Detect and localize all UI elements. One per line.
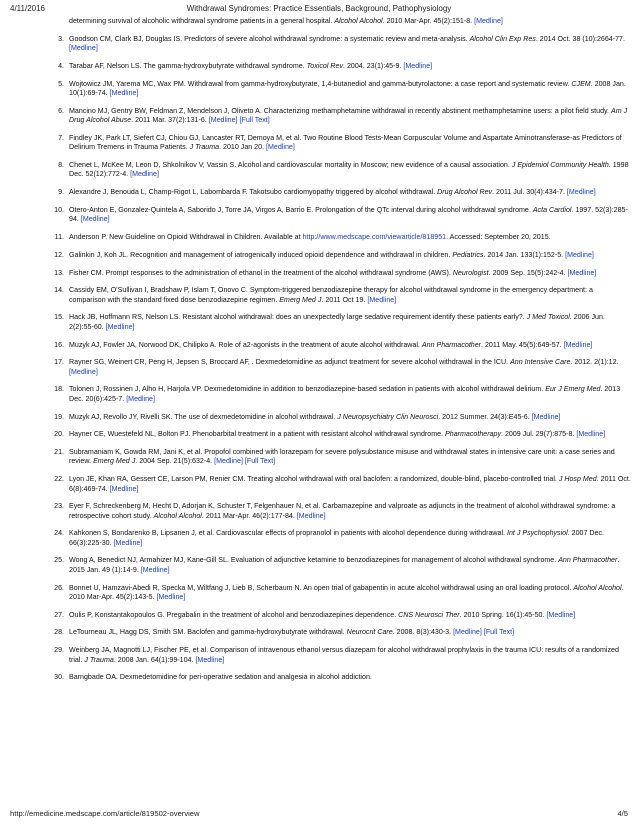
reference-item xyxy=(0,134,638,153)
reference-item xyxy=(0,80,638,99)
medline-link[interactable]: [Medline] xyxy=(566,188,596,197)
medline-link[interactable]: [Medline] xyxy=(576,430,606,439)
reference-text xyxy=(69,502,631,521)
publication-details: . 2011 Oct. 6(8):469-74. xyxy=(69,475,631,493)
medline-link[interactable]: [Medline] xyxy=(403,61,433,70)
journal-name: Acta Cardiol xyxy=(532,205,572,214)
reference-item xyxy=(0,628,638,637)
publication-details: . 2010 Spring. 16(1):45-50. xyxy=(459,610,547,619)
reference-number: 3. xyxy=(58,34,64,43)
reference-item xyxy=(0,502,638,521)
reference-citation: Cassidy EM, O'Sullivan I, Bradshaw P, Islam T, Onovo C. Symptom-triggered benzodiazepine therapy for alcohol withdrawal syndrome in the emergency department: a comparison with the standard fixed dose benzodiazepine regimen. xyxy=(69,286,593,304)
journal-name: J Med Toxicol xyxy=(526,313,570,322)
reference-citation: Fisher CM. Prompt responses to the administration of ethanol in the treatment of the alcohol withdrawal syndrome (AWS). xyxy=(69,268,453,277)
reference-citation: determining survival of alcoholic withdrawal syndrome patients in a general hospital. xyxy=(69,17,335,25)
publication-details: . 2011 Mar. 37(2):131-6. xyxy=(131,116,209,125)
reference-item xyxy=(0,673,638,682)
reference-number: 5. xyxy=(58,79,64,88)
journal-name: Emerg Med J xyxy=(93,457,136,466)
page-title: Withdrawal Syndromes: Practice Essentials, Background, Pathophysiology xyxy=(186,4,452,13)
reference-text xyxy=(69,35,631,54)
journal-name: Alcohol Clin Exp Res xyxy=(469,34,536,43)
reference-text xyxy=(69,107,631,126)
reference-text xyxy=(69,646,631,665)
reference-text xyxy=(69,341,631,350)
reference-citation: Hack JB, Hoffmann RS, Nelson LS. Resistant alcohol withdrawal: does an unexpectedly large sedative requirement identify these patients early?. xyxy=(69,313,527,322)
reference-number: 13. xyxy=(54,268,64,277)
full-text-link[interactable]: [Full Text] xyxy=(483,628,515,637)
journal-name: Ann Pharmacother xyxy=(558,556,618,565)
reference-number: 10. xyxy=(54,205,64,214)
publication-details: . 2014 Jan. 133(1):152-5. xyxy=(483,250,566,259)
reference-number: 17. xyxy=(54,358,64,367)
reference-citation: Bonnet U, Hamzavi-Abedi R, Specka M, Wiltfang J, Lieb B, Scherbaum N. An open trial of gabapentin in acute alcohol withdrawal using an oral loading protocol. xyxy=(69,583,574,592)
journal-name: Alcohol Alcohol xyxy=(153,511,202,520)
reference-citation: Rayner SG, Weinert CR, Peng H, Jepsen S, Broccard AF, . Dexmedetomidine as adjunct treatment for severe alcohol withdrawal in the ICU. xyxy=(69,358,511,367)
reference-number: 21. xyxy=(54,448,64,457)
reference-text xyxy=(69,584,631,603)
reference-text xyxy=(69,628,631,637)
reference-citation: Barngbade OA. Dexmedetomidine for peri-operative sedation and analgesia in alcohol addiction. xyxy=(69,673,372,682)
reference-citation: Muzyk AJ, Revollo JY, Rivelli SK. The use of dexmedetomidine in alcohol withdrawal. xyxy=(69,412,338,421)
reference-item xyxy=(0,161,638,180)
journal-name: J Epidemiol Community Health xyxy=(511,160,609,169)
reference-number: 29. xyxy=(54,646,64,655)
reference-text xyxy=(69,529,631,548)
reference-url-link[interactable]: http://www.medscape.com/viewarticle/818951 xyxy=(302,232,447,241)
reference-text xyxy=(69,556,631,575)
reference-text xyxy=(69,611,631,620)
reference-item xyxy=(0,584,638,603)
reference-item xyxy=(0,286,638,305)
publication-details: . 2011 Jul. 30(4):434-7. xyxy=(492,188,567,197)
reference-number: 12. xyxy=(54,250,64,259)
reference-item xyxy=(0,206,638,225)
medline-link[interactable]: [Medline] xyxy=(69,367,98,376)
medline-link[interactable]: [Medline] xyxy=(296,511,326,520)
reference-citation: Muzyk AJ, Fowler JA, Norwood DK, Chilipko A. Role of a2-agonists in the treatment of acute alcohol withdrawal. xyxy=(69,340,422,349)
reference-item xyxy=(0,413,638,422)
publication-details: . 2015 Jan. 49 (1):14-9. xyxy=(69,556,620,574)
reference-number: 23. xyxy=(54,502,64,511)
full-text-link[interactable]: [Full Text] xyxy=(244,457,276,466)
journal-name: Drug Alcohol Rev xyxy=(437,188,493,197)
medline-link[interactable]: [Medline] xyxy=(531,412,561,421)
publication-details: . 2012 Summer. 24(3):E45-6. xyxy=(438,412,532,421)
publication-details: . 1997. 52(3):285-94. xyxy=(69,205,628,224)
journal-name: Pediatrics xyxy=(452,250,484,259)
reference-citation: Kahkonen S, Bondarenko B, Lipsanen J, et al. Cardiovascular effects of propranolol in patients with alcohol dependence during withdrawal. xyxy=(69,529,507,538)
medline-link[interactable]: [Medline] xyxy=(453,628,482,637)
reference-text xyxy=(69,673,631,682)
journal-name: Pharmacotherapy xyxy=(445,430,502,439)
reference-number: 7. xyxy=(58,133,64,142)
reference-citation: Oulis P, Konstantakopoulos G. Pregabalin in the treatment of alcohol and benzodiazepines dependence. xyxy=(69,610,399,619)
reference-number: 26. xyxy=(54,583,64,592)
reference-text xyxy=(69,62,631,71)
reference-text xyxy=(69,475,631,494)
reference-item xyxy=(0,611,638,620)
reference-item xyxy=(0,269,638,278)
reference-item xyxy=(0,313,638,332)
reference-text xyxy=(69,206,631,225)
reference-text xyxy=(69,413,631,422)
publication-details: . 2009 Sep. 15(5):242-4. xyxy=(488,268,568,277)
medline-link[interactable]: [Medline] xyxy=(195,655,225,664)
reference-number: 4. xyxy=(58,61,64,70)
reference-item xyxy=(0,475,638,494)
journal-name: Alcohol Alcohol xyxy=(334,17,383,25)
reference-item xyxy=(0,17,638,26)
reference-tail: . Accessed: September 20, 2015. xyxy=(446,232,551,241)
full-text-link[interactable]: [Full Text] xyxy=(239,116,270,125)
reference-number: 28. xyxy=(54,628,64,637)
medline-link[interactable]: [Medline] xyxy=(474,17,503,25)
reference-number: 11. xyxy=(54,232,64,241)
publication-details: . 2007 Dec. 66(3):225-30. xyxy=(69,529,604,547)
reference-text xyxy=(69,188,631,197)
reference-citation: Anderson P. New Guideline on Opioid Withdrawal in Children. Available at xyxy=(69,232,303,241)
journal-name: J Hosp Med xyxy=(558,475,597,484)
reference-citation: LeTourneau JL, Hagg DS, Smith SM. Baclofen and gamma-hydroxybutyrate withdrawal. xyxy=(69,628,347,637)
reference-item xyxy=(0,341,638,350)
reference-text xyxy=(69,385,631,404)
medline-link[interactable]: [Medline] xyxy=(266,143,295,152)
reference-number: 8. xyxy=(58,160,64,169)
journal-name: Int J Psychophysiol xyxy=(506,529,568,538)
publication-details: . 1998 Dec. 52(12):772-4. xyxy=(69,160,629,179)
reference-citation: Chenet L, McKee M, Leon D, Shkolnikov V, Vassin S. Alcohol and cardiovascular mortality in Moscow; new evidence of a causal association. xyxy=(69,160,512,169)
medline-link[interactable]: [Medline] xyxy=(567,268,597,277)
publication-details: . 2011 Oct 19. xyxy=(321,295,368,304)
reference-number: 16. xyxy=(54,340,64,349)
page-header xyxy=(0,3,638,15)
medline-link[interactable]: [Medline] xyxy=(214,457,243,466)
reference-item xyxy=(0,385,638,404)
reference-citation: Goodson CM, Clark BJ, Douglas IS. Predictors of severe alcohol withdrawal syndrome: a systematic review and meta-analysis. xyxy=(69,34,470,43)
medline-link[interactable]: [Medline] xyxy=(367,295,397,304)
reference-citation: Wojtowicz JM, Yarema MC, Wax PM. Withdrawal from gamma-hydroxybutyrate, 1,4-butanediol and gamma-butyrolactone: a case report and systematic review. xyxy=(69,79,572,88)
reference-item xyxy=(0,107,638,126)
reference-number: 19. xyxy=(54,412,64,421)
medline-link[interactable]: [Medline] xyxy=(546,610,576,619)
reference-citation: Tolonen J, Rossinen J, Alho H, Harjola VP. Dexmedetomidine in addition to benzodiazepine-based sedation in patients with alcohol withdrawal delirium. xyxy=(69,385,546,394)
reference-number: 6. xyxy=(58,106,64,115)
print-date: 4/11/2016 xyxy=(10,4,45,13)
medline-link[interactable]: [Medline] xyxy=(140,565,170,574)
reference-citation: Otero-Anton E, Gonzalez-Quintela A, Saborido J, Torre JA, Virgos A, Barrio E. Prolongation of the QTc interval during alcohol withdrawal syndrome. xyxy=(69,205,533,214)
reference-citation: Wong A, Benedict NJ, Armahizer MJ, Kane-Gill SL. Evaluation of adjunctive ketamine to benzodiazepines for management of alcohol withdrawal syndrome. xyxy=(69,556,559,565)
journal-name: CNS Neurosci Ther xyxy=(398,610,460,619)
page-number: 4/5 xyxy=(617,809,628,818)
reference-item xyxy=(0,233,638,242)
reference-item xyxy=(0,556,638,575)
journal-name: Neurologist xyxy=(452,268,489,277)
reference-text xyxy=(69,358,631,377)
medline-link[interactable]: [Medline] xyxy=(130,170,159,179)
medline-link[interactable]: [Medline] xyxy=(105,322,135,331)
reference-list xyxy=(0,17,638,691)
journal-name: Ann Intensive Care xyxy=(510,358,571,367)
publication-details: . 2011 May. 45(5):649-57. xyxy=(481,340,564,349)
reference-item xyxy=(0,251,638,260)
journal-name: Ann Pharmacother xyxy=(421,340,482,349)
reference-number: 24. xyxy=(54,529,64,538)
medline-link[interactable]: [Medline] xyxy=(109,88,139,97)
reference-number: 15. xyxy=(54,313,64,322)
reference-number: 9. xyxy=(58,188,64,197)
reference-citation: Findley JK, Park LT, Siefert CJ, Chiou GJ, Lancaster RT, Demoya M, et al. Two Routine Blood Tests-Mean Corpuscular Volume and Aspartate Aminotransferase-as Predictors of Delirium Tremens in Trauma Patients. xyxy=(69,133,622,152)
reference-citation: Galinkin J, Koh JL. Recognition and management of iatrogenically induced opioid dependence and withdrawal in children. xyxy=(69,250,453,259)
reference-number: 30. xyxy=(54,673,64,682)
reference-item xyxy=(0,448,638,467)
medline-link[interactable]: [Medline] xyxy=(109,484,139,493)
medline-link[interactable]: [Medline] xyxy=(126,394,155,403)
journal-name: Toxicol Rev xyxy=(306,61,344,70)
reference-number: 14. xyxy=(54,286,64,295)
journal-name: Emerg Med J xyxy=(279,295,322,304)
reference-number: 20. xyxy=(54,430,64,439)
reference-number: 18. xyxy=(54,385,64,394)
publication-details: . 2010 Mar-Apr. 45(2):151-8. xyxy=(382,17,475,25)
medline-link[interactable]: [Medline] xyxy=(208,116,238,125)
publication-details: . 2008 Jan. 64(1):99-104. xyxy=(113,655,196,664)
reference-text xyxy=(69,430,631,439)
reference-text xyxy=(69,448,631,467)
reference-item xyxy=(0,529,638,548)
reference-text xyxy=(69,233,631,242)
reference-text xyxy=(69,134,631,153)
reference-item xyxy=(0,430,638,439)
reference-text xyxy=(69,161,631,180)
medline-link[interactable]: [Medline] xyxy=(565,250,594,259)
reference-citation: Hayner CE, Wuestefeld NL, Bolton PJ. Phenobarbital treatment in a patient with resistant alcohol withdrawal syndrome. xyxy=(69,430,446,439)
reference-text xyxy=(69,17,631,26)
reference-citation: Subramaniam K, Gowda RM, Jani K, et al. Propofol combined with lorazepam for severe polysubstance misuse and withdrawal states in intensive care unit: a case series and review. xyxy=(69,448,615,466)
publication-details: . 2012. 2(1):12. xyxy=(570,358,619,367)
reference-number: 25. xyxy=(54,556,64,565)
publication-details: . 2014 Oct. 38 (10):2664-77. xyxy=(535,34,625,43)
reference-citation: Mancino MJ, Gentry BW, Feldman Z, Mendelson J, Oliveto A. Characterizing methamphetamine withdrawal in recently abstinent methamphetamine users: a pilot field study. xyxy=(69,106,611,115)
page-footer xyxy=(0,808,638,820)
reference-text xyxy=(69,269,631,278)
medline-link[interactable]: [Medline] xyxy=(113,538,143,547)
journal-name: Alcohol Alcohol xyxy=(573,583,622,592)
reference-text xyxy=(69,286,631,305)
footer-url: http://emedicine.medscape.com/article/819502-overview xyxy=(10,809,200,818)
publication-details: . 2004. 23(1):45-9. xyxy=(343,61,404,70)
journal-name: CJEM xyxy=(571,79,591,88)
reference-citation: Lyon JE, Khan RA, Gessert CE, Larson PM, Renier CM. Treating alcohol withdrawal with oral baclofen: a randomized, double-blind, placebo-controlled trial. xyxy=(69,475,559,484)
reference-number: 22. xyxy=(54,475,64,484)
medline-link[interactable]: [Medline] xyxy=(80,215,110,224)
publication-details: . 2006 Jun. 2(2):55-60. xyxy=(69,313,605,331)
medline-link[interactable]: [Medline] xyxy=(156,592,186,601)
journal-name: Neurocrit Care xyxy=(346,628,393,637)
reference-text xyxy=(69,313,631,332)
reference-text xyxy=(69,251,631,260)
reference-citation: Eyer F, Schreckenberg M, Hecht D, Adorjan K, Schuster T, Felgenhauer N, et al. Carbamazepine and valproate as adjuncts in the treatment of alcohol withdrawal syndrome: a retrospective cohort study. xyxy=(69,502,616,520)
journal-name: J Neuropsychiatry Clin Neurosci xyxy=(337,412,439,421)
publication-details: . 2010 Jan 20. xyxy=(219,143,267,152)
journal-name: J Trauma xyxy=(189,143,220,152)
reference-number: 27. xyxy=(54,610,64,619)
reference-item xyxy=(0,35,638,54)
journal-name: Am J Drug Alcohol Abuse xyxy=(69,106,628,125)
medline-link[interactable]: [Medline] xyxy=(563,340,593,349)
publication-details: . 2013 Dec. 20(6):425-7. xyxy=(69,385,621,403)
reference-citation: Weinberg JA, Magnotti LJ, Fischer PE, et al. Comparison of intravenous ethanol versus diazepam for alcohol withdrawal prophylaxis in the trauma ICU: results of a randomized trial. xyxy=(69,646,619,664)
reference-citation: Alexandre J, Benouda L, Champ-Rigot L, Labombarda F. Takotsubo cardiomyopathy triggered by alcohol withdrawal. xyxy=(69,188,438,197)
reference-item xyxy=(0,358,638,377)
reference-item xyxy=(0,646,638,665)
reference-item xyxy=(0,188,638,197)
medline-link[interactable]: [Medline] xyxy=(69,44,98,53)
publication-details: . 2010 Mar-Apr. 45(2):143-5. xyxy=(69,583,624,601)
publication-details: . 2009 Jul. 29(7):875-8. xyxy=(501,430,577,439)
journal-name: Eur J Emerg Med xyxy=(545,385,601,394)
publication-details: . 2004 Sep. 21(5):632-4. xyxy=(135,457,215,466)
publication-details: . 2011 Mar-Apr. 46(2):177-84. xyxy=(201,511,297,520)
journal-name: J Trauma xyxy=(84,655,114,664)
publication-details: . 2008 Jan. 10(1):69-74. xyxy=(69,79,626,97)
reference-text xyxy=(69,80,631,99)
reference-citation: Tarabar AF, Nelson LS. The gamma-hydroxybutyrate withdrawal syndrome. xyxy=(69,61,307,70)
publication-details: . 2008. 8(3):430-3. xyxy=(392,628,454,637)
reference-item xyxy=(0,62,638,71)
